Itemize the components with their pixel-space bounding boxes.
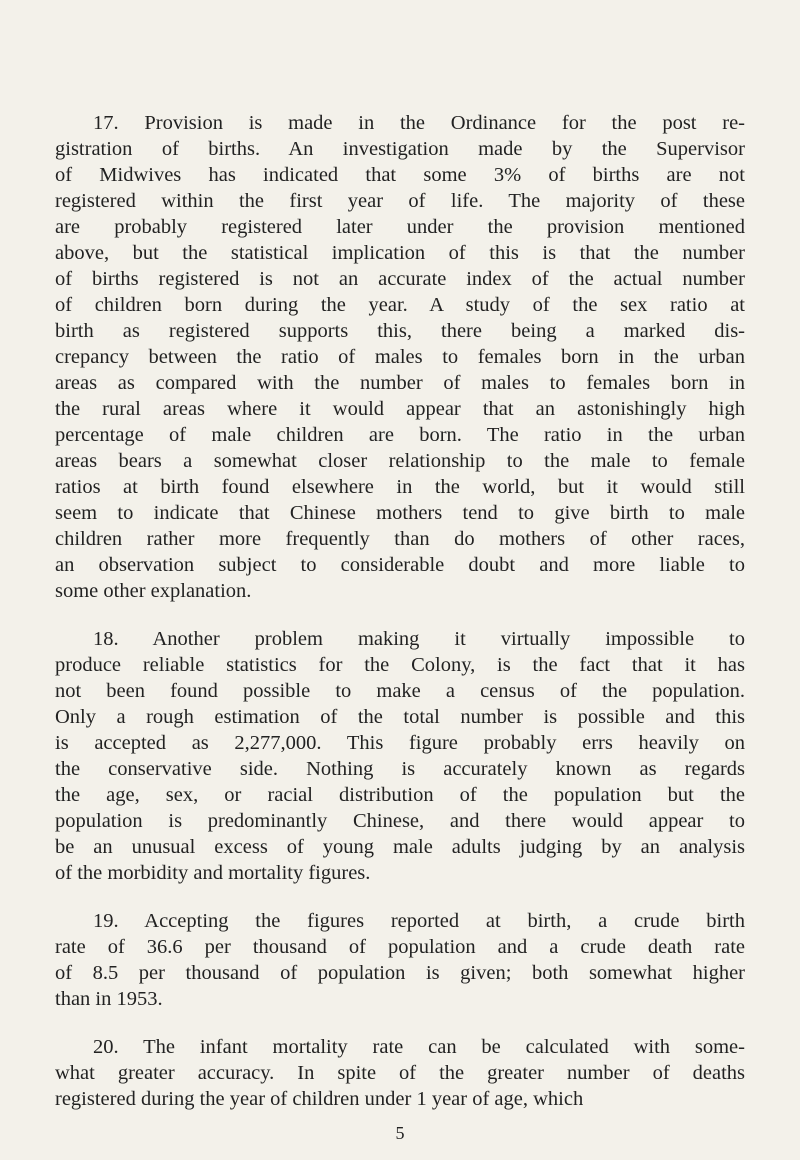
text-line: not been found possible to make a census of the population.	[55, 680, 745, 702]
text-line: Only a rough estimation of the total number is possible and this	[55, 706, 745, 728]
text-line: birth as registered supports this, there being a marked dis-	[55, 320, 745, 342]
text-line: registered during the year of children under 1 year of age, which	[55, 1088, 584, 1110]
text-line: of births registered is not an accurate index of the actual number	[55, 268, 745, 290]
text-line: 19. Accepting the figures reported at birth, a crude birth	[93, 910, 745, 932]
text-line: of the morbidity and mortality figures.	[55, 862, 371, 884]
text-line: registered within the first year of life. The majority of these	[55, 190, 745, 212]
text-line: what greater accuracy. In spite of the greater number of deaths	[55, 1062, 745, 1084]
text-line: population is predominantly Chinese, and there would appear to	[55, 810, 745, 832]
text-line: is accepted as 2,277,000. This figure probably errs heavily on	[55, 732, 745, 754]
text-line: ratios at birth found elsewhere in the world, but it would still	[55, 476, 745, 498]
text-line: areas as compared with the number of males to females born in	[55, 372, 745, 394]
page-number: 5	[395, 1123, 405, 1143]
body-text	[55, 110, 745, 1134]
text-line: of 8.5 per thousand of population is given; both somewhat higher	[55, 962, 745, 984]
text-line: gistration of births. An investigation made by the Supervisor	[55, 138, 745, 160]
text-line: crepancy between the ratio of males to females born in the urban	[55, 346, 745, 368]
text-line: 18. Another problem making it virtually impossible to	[93, 628, 745, 650]
paragraph-17	[55, 110, 745, 604]
text-line: an observation subject to considerable doubt and more liable to	[55, 554, 745, 576]
paragraph-20	[55, 1034, 745, 1112]
text-line: above, but the statistical implication of this is that the number	[55, 242, 745, 264]
paragraph-19	[55, 908, 745, 1012]
text-line: 20. The infant mortality rate can be calculated with some-	[93, 1036, 745, 1058]
text-line: children rather more frequently than do mothers of other races,	[55, 528, 745, 550]
text-line: of children born during the year. A study of the sex ratio at	[55, 294, 745, 316]
paragraph-18	[55, 626, 745, 886]
text-line: than in 1953.	[55, 988, 163, 1010]
text-line: the age, sex, or racial distribution of the population but the	[55, 784, 745, 806]
text-line: of Midwives has indicated that some 3% of births are not	[55, 164, 745, 186]
text-line: some other explanation.	[55, 580, 252, 602]
text-line: 17. Provision is made in the Ordinance for the post re-	[93, 112, 745, 134]
text-line: percentage of male children are born. The ratio in the urban	[55, 424, 745, 446]
text-line: are probably registered later under the provision mentioned	[55, 216, 745, 238]
text-line: be an unusual excess of young male adults judging by an analysis	[55, 836, 745, 858]
text-line: produce reliable statistics for the Colony, is the fact that it has	[55, 654, 745, 676]
text-line: the conservative side. Nothing is accurately known as regards	[55, 758, 745, 780]
text-line: the rural areas where it would appear that an astonishingly high	[55, 398, 745, 420]
text-line: areas bears a somewhat closer relationship to the male to female	[55, 450, 745, 472]
text-line: rate of 36.6 per thousand of population and a crude death rate	[55, 936, 745, 958]
text-line: seem to indicate that Chinese mothers tend to give birth to male	[55, 502, 745, 524]
